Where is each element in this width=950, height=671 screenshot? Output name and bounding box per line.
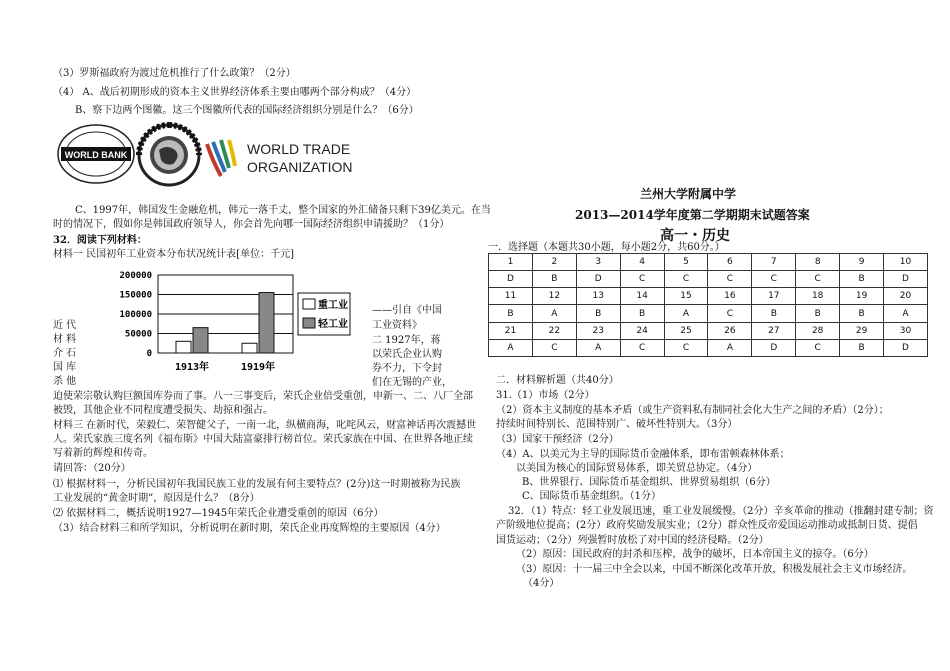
answer-table-cell: C — [708, 305, 752, 322]
answer-table-cell: 6 — [708, 254, 752, 271]
answer-32-line3: 国货运动；（2分）列强暂时放松了对中国的经济侵略。（2分） — [496, 535, 769, 546]
question-3: （3）罗斯福政府为渡过危机推行了什么政策？（2分） — [53, 68, 296, 79]
answer-table-row — [489, 322, 928, 339]
answer-31-3: （3）国家干预经济（2分） — [496, 434, 619, 445]
answer-table-cell: 23 — [576, 322, 620, 339]
answer-table-cell: 21 — [489, 322, 533, 339]
material-2-line-f: 被毁，其他企业不同程度遭受损失、劫掠和强占。 — [53, 405, 273, 416]
chart-bar-heavy-industry — [176, 341, 191, 353]
answer-table-cell: 24 — [620, 322, 664, 339]
answer-32-line5: （3）原因：十一届三中全会以来，中国不断深化改革开放，积极发展社会主义市场经济。 — [516, 564, 913, 575]
answer-32-line1: 32．（1）特点：轻工业发展迅速，重工业发展缓慢。（2分）辛亥革命的推动（推翻封建专制；资 — [508, 506, 934, 517]
side-text-4: 国 库 — [53, 362, 77, 373]
answer-table-cell: B — [840, 339, 884, 356]
answer-31-2a: （2）资本主义制度的基本矛盾（或生产资料私有制同社会化大生产之间的矛盾）（2分）； — [496, 405, 889, 416]
answer-table-cell: B — [752, 305, 796, 322]
answer-table-cell: 9 — [840, 254, 884, 271]
answer-table-cell: A — [708, 339, 752, 356]
material-3-line-1: 材料三 在新时代，荣毅仁、荣智健父子，一南一北，纵横商海，叱咤风云，财富神话再次震撼世 — [53, 420, 477, 431]
material-3-line-2: 人。荣氏家族三度名列《福布斯》中国大陆富豪排行榜首位。荣氏家族在中国、在世界各地正续 — [53, 434, 473, 445]
chart-y-tick-label: 100000 — [119, 310, 152, 320]
source-line-2: 工业资料》 — [372, 320, 422, 331]
answer-table-cell: 19 — [840, 288, 884, 305]
answer-table-cell: A — [576, 339, 620, 356]
question-4c-line2: 时的情况下，假如你是韩国政府领导人，你会首先向哪一国际经济组织申请援助？（1分） — [53, 219, 450, 230]
answer-table-cell: 4 — [620, 254, 664, 271]
ask-heading: 请回答：（20分） — [53, 463, 131, 474]
section-1-heading: 一．选择题（本题共30小题，每小题2分，共60分。） — [488, 242, 725, 253]
answer-table-cell: 10 — [884, 254, 928, 271]
answer-table-cell: B — [576, 305, 620, 322]
answer-table-cell: D — [884, 271, 928, 288]
answer-table-cell: 30 — [884, 322, 928, 339]
sub-question-1-line1: ⑴ 根据材料一，分析民国初年我国民族工业的发展有何主要特点？(2分)这一时期被称为民族 — [53, 479, 461, 490]
material-2-line-a: 二 1927年，蒋 — [372, 335, 441, 346]
material-3-line-3: 写着新的辉煌和传奇。 — [53, 448, 153, 459]
answer-table-cell: 27 — [752, 322, 796, 339]
chart-y-tick-label: 150000 — [119, 290, 152, 301]
answer-31-4d: C、国际货币基金组织。（1分） — [522, 491, 662, 502]
answer-table-row — [489, 288, 928, 305]
answer-table-cell: 25 — [664, 322, 708, 339]
answer-table-cell: B — [840, 271, 884, 288]
answer-table-cell: D — [752, 339, 796, 356]
imf-logo — [137, 120, 201, 190]
answer-table-row — [489, 305, 928, 322]
industry-capital-chart — [80, 265, 360, 375]
answer-table-cell: B — [620, 305, 664, 322]
answer-table-cell: C — [664, 271, 708, 288]
answer-table-row — [489, 254, 928, 271]
side-text-1: 近 代 — [53, 320, 77, 331]
answer-table-cell: C — [752, 271, 796, 288]
wb-logo-text: WORLD BANK — [64, 150, 128, 160]
wto-logo-text-2: ORGANIZATION — [247, 159, 353, 175]
answer-table-cell: 3 — [576, 254, 620, 271]
world-bank-logo — [55, 122, 137, 186]
answer-table-cell: C — [708, 271, 752, 288]
sub-question-3: （3）结合材料三和所学知识，分析说明在新时期，荣氏企业再度辉煌的主要原因（4分） — [53, 523, 446, 534]
answer-table-cell: D — [489, 271, 533, 288]
answer-table-cell: C — [796, 271, 840, 288]
sub-question-1-line2: 工业发展的“黄金时期”，原因是什么？（8分） — [53, 493, 260, 504]
answer-table-cell: 17 — [752, 288, 796, 305]
wto-logo-text-1: WORLD TRADE — [247, 141, 351, 157]
material-2-line-d: 们在无锡的产业， — [372, 377, 452, 388]
chart-legend-label-light: 轻工业 — [318, 319, 348, 330]
answer-table-cell: B — [489, 305, 533, 322]
answer-table-cell: C — [620, 271, 664, 288]
question-4a: （4） A、战后初期形成的资本主义世界经济体系主要由哪两个部分构成？（4分） — [53, 87, 417, 98]
answer-table-cell: 20 — [884, 288, 928, 305]
chart-y-tick-label: 50000 — [124, 329, 152, 340]
answer-table-cell: A — [884, 305, 928, 322]
answer-table-cell: 22 — [532, 322, 576, 339]
answer-table-cell: D — [576, 271, 620, 288]
material-2-line-b: 以荣氏企业认购 — [372, 349, 442, 360]
wto-logo — [203, 132, 353, 184]
chart-y-tick-label: 200000 — [119, 271, 152, 281]
answer-table-cell: 7 — [752, 254, 796, 271]
side-text-3: 介 石 — [53, 348, 77, 359]
answer-32-line6: （4分） — [523, 578, 560, 589]
chart-x-tick-label: 1919年 — [240, 362, 276, 373]
answer-32-line4: （2）原因：国民政府的封杀和压榨，战争的破坏，日本帝国主义的掠夺。（6分） — [516, 549, 874, 560]
sub-question-2: ⑵ 依据材料二，概括说明1927—1945年荣氏企业遭受重创的原因（6分） — [53, 508, 384, 519]
exam-title: 2013—2014学年度第二学期期末试题答案 — [575, 208, 810, 222]
answer-table-cell: A — [489, 339, 533, 356]
material-2-line-c: 券不力，下令封 — [372, 363, 442, 374]
answer-table-cell: B — [840, 305, 884, 322]
chart-bar-heavy-industry — [242, 343, 257, 353]
answer-31-1: 31.（1）市场（2分） — [496, 390, 595, 401]
question-4c-line1: C、1997年，韩国发生金融危机，韩元一落千丈，整个国家的外汇储备只剩下39亿美元。在当 — [75, 205, 491, 216]
answer-table-cell: 5 — [664, 254, 708, 271]
answer-table-cell: C — [664, 339, 708, 356]
answer-table-cell: A — [664, 305, 708, 322]
answer-table-row — [489, 339, 928, 356]
answer-table-cell: 11 — [489, 288, 533, 305]
question-32-title: 32．阅读下列材料： — [53, 235, 147, 246]
answer-31-4b: 以美国为核心的国际贸易体系，即关贸总协定。（4分） — [516, 463, 758, 474]
answer-table-cell: C — [796, 339, 840, 356]
answer-table-cell: 14 — [620, 288, 664, 305]
answer-table-cell: 28 — [796, 322, 840, 339]
answer-table-row — [489, 271, 928, 288]
answer-32-line2: 产阶级地位提高；(2分）政府奖励发展实业；（2分）群众性反帝爱国运动推动或抵制日货、提倡 — [496, 520, 918, 531]
answer-table-cell: 8 — [796, 254, 840, 271]
answer-table-cell: 1 — [489, 254, 533, 271]
answer-table-cell: D — [884, 339, 928, 356]
material-2-line-e: 迫使荣宗敬认购巨额国库券而了事。八一三事变后，荣氏企业倍受重创，申新一、二、八厂全部 — [53, 391, 473, 402]
chart-legend-label-heavy: 重工业 — [318, 300, 348, 311]
chart-bar-light-industry — [193, 328, 208, 353]
material-1-title: 材料一 民国初年工业资本分布状况统计表[单位：千元] — [53, 249, 294, 260]
chart-legend-swatch-light — [303, 318, 315, 328]
chart-y-tick-label: 0 — [146, 349, 152, 359]
answer-table-cell: C — [532, 339, 576, 356]
answer-31-2b: 持续时间特别长、范围特别广、破坏性特别大。（3分） — [496, 419, 738, 430]
answer-table-cell: B — [532, 271, 576, 288]
answer-table-cell: 29 — [840, 322, 884, 339]
answer-table-cell: A — [532, 305, 576, 322]
side-text-2: 材 料 — [53, 334, 77, 345]
chart-legend-swatch-heavy — [303, 299, 315, 309]
side-text-5: 杀 他 — [53, 376, 77, 387]
answer-table-cell: 13 — [576, 288, 620, 305]
chart-x-tick-label: 1913年 — [174, 362, 210, 373]
answer-table-cell: 26 — [708, 322, 752, 339]
chart-bar-light-industry — [259, 293, 274, 353]
answer-31-4c: B、世界银行、国际货币基金组织、世界贸易组织（6分） — [522, 477, 776, 488]
answer-table — [488, 253, 928, 357]
source-line-1: ——引自《中国 — [372, 305, 442, 316]
answer-table-cell: 18 — [796, 288, 840, 305]
subject-title: 高一・历史 — [660, 228, 730, 244]
answer-table-cell: 16 — [708, 288, 752, 305]
answer-table-cell: 12 — [532, 288, 576, 305]
answer-table-cell: 15 — [664, 288, 708, 305]
section-2-heading: 二．材料解析题（共40分） — [496, 375, 619, 386]
school-name: 兰州大学附属中学 — [640, 187, 737, 201]
answer-table-cell: C — [620, 339, 664, 356]
answer-table-cell: 2 — [532, 254, 576, 271]
answer-table-cell: B — [796, 305, 840, 322]
answer-31-4a: （4）A、以美元为主导的国际货币金融体系，即布雷顿森林体系； — [496, 449, 790, 460]
question-4b: B、察下边两个图徽。这三个图徽所代表的国际经济组织分别是什么？（6分） — [75, 105, 419, 116]
